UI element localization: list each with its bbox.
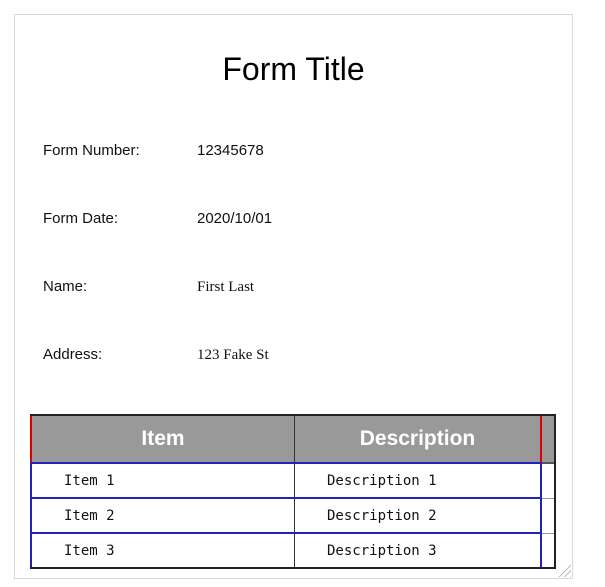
form-container [14,14,573,579]
table-cell-description: Description 2 [295,498,541,533]
table-cell-item: Item 1 [31,463,295,498]
field-label-address: Address: [43,346,103,363]
field-list [43,142,572,362]
field-row-name [43,278,572,294]
field-value-name: First Last [197,279,255,295]
table-cell-spacer [541,533,554,567]
table-cell-item: Item 2 [31,498,295,533]
field-label-form-number: Form Number: [43,142,140,159]
field-value-form-number: 12345678 [197,142,264,159]
table-header-description: Description [295,416,541,463]
table-cell-spacer [541,463,554,498]
field-row-address [43,346,572,362]
table-cell-description: Description 3 [295,533,541,567]
table-row [31,498,554,533]
table-cell-item: Item 3 [31,533,295,567]
field-row-form-date [43,210,572,226]
table-row [31,533,554,567]
table-header-row [31,416,554,463]
field-label-form-date: Form Date: [43,210,119,227]
resize-handle[interactable] [558,564,571,577]
table-cell-spacer [541,498,554,533]
field-value-form-date: 2020/10/01 [197,210,273,227]
table-header-item: Item [31,416,295,463]
field-row-form-number [43,142,572,158]
page-title: Form Title [222,51,365,87]
items-table-wrap [30,414,556,569]
items-table [30,416,554,567]
field-value-address: 123 Fake St [197,347,269,363]
table-cell-description: Description 1 [295,463,541,498]
table-header-spacer [541,416,554,463]
field-label-name: Name: [43,278,88,295]
table-row [31,463,554,498]
